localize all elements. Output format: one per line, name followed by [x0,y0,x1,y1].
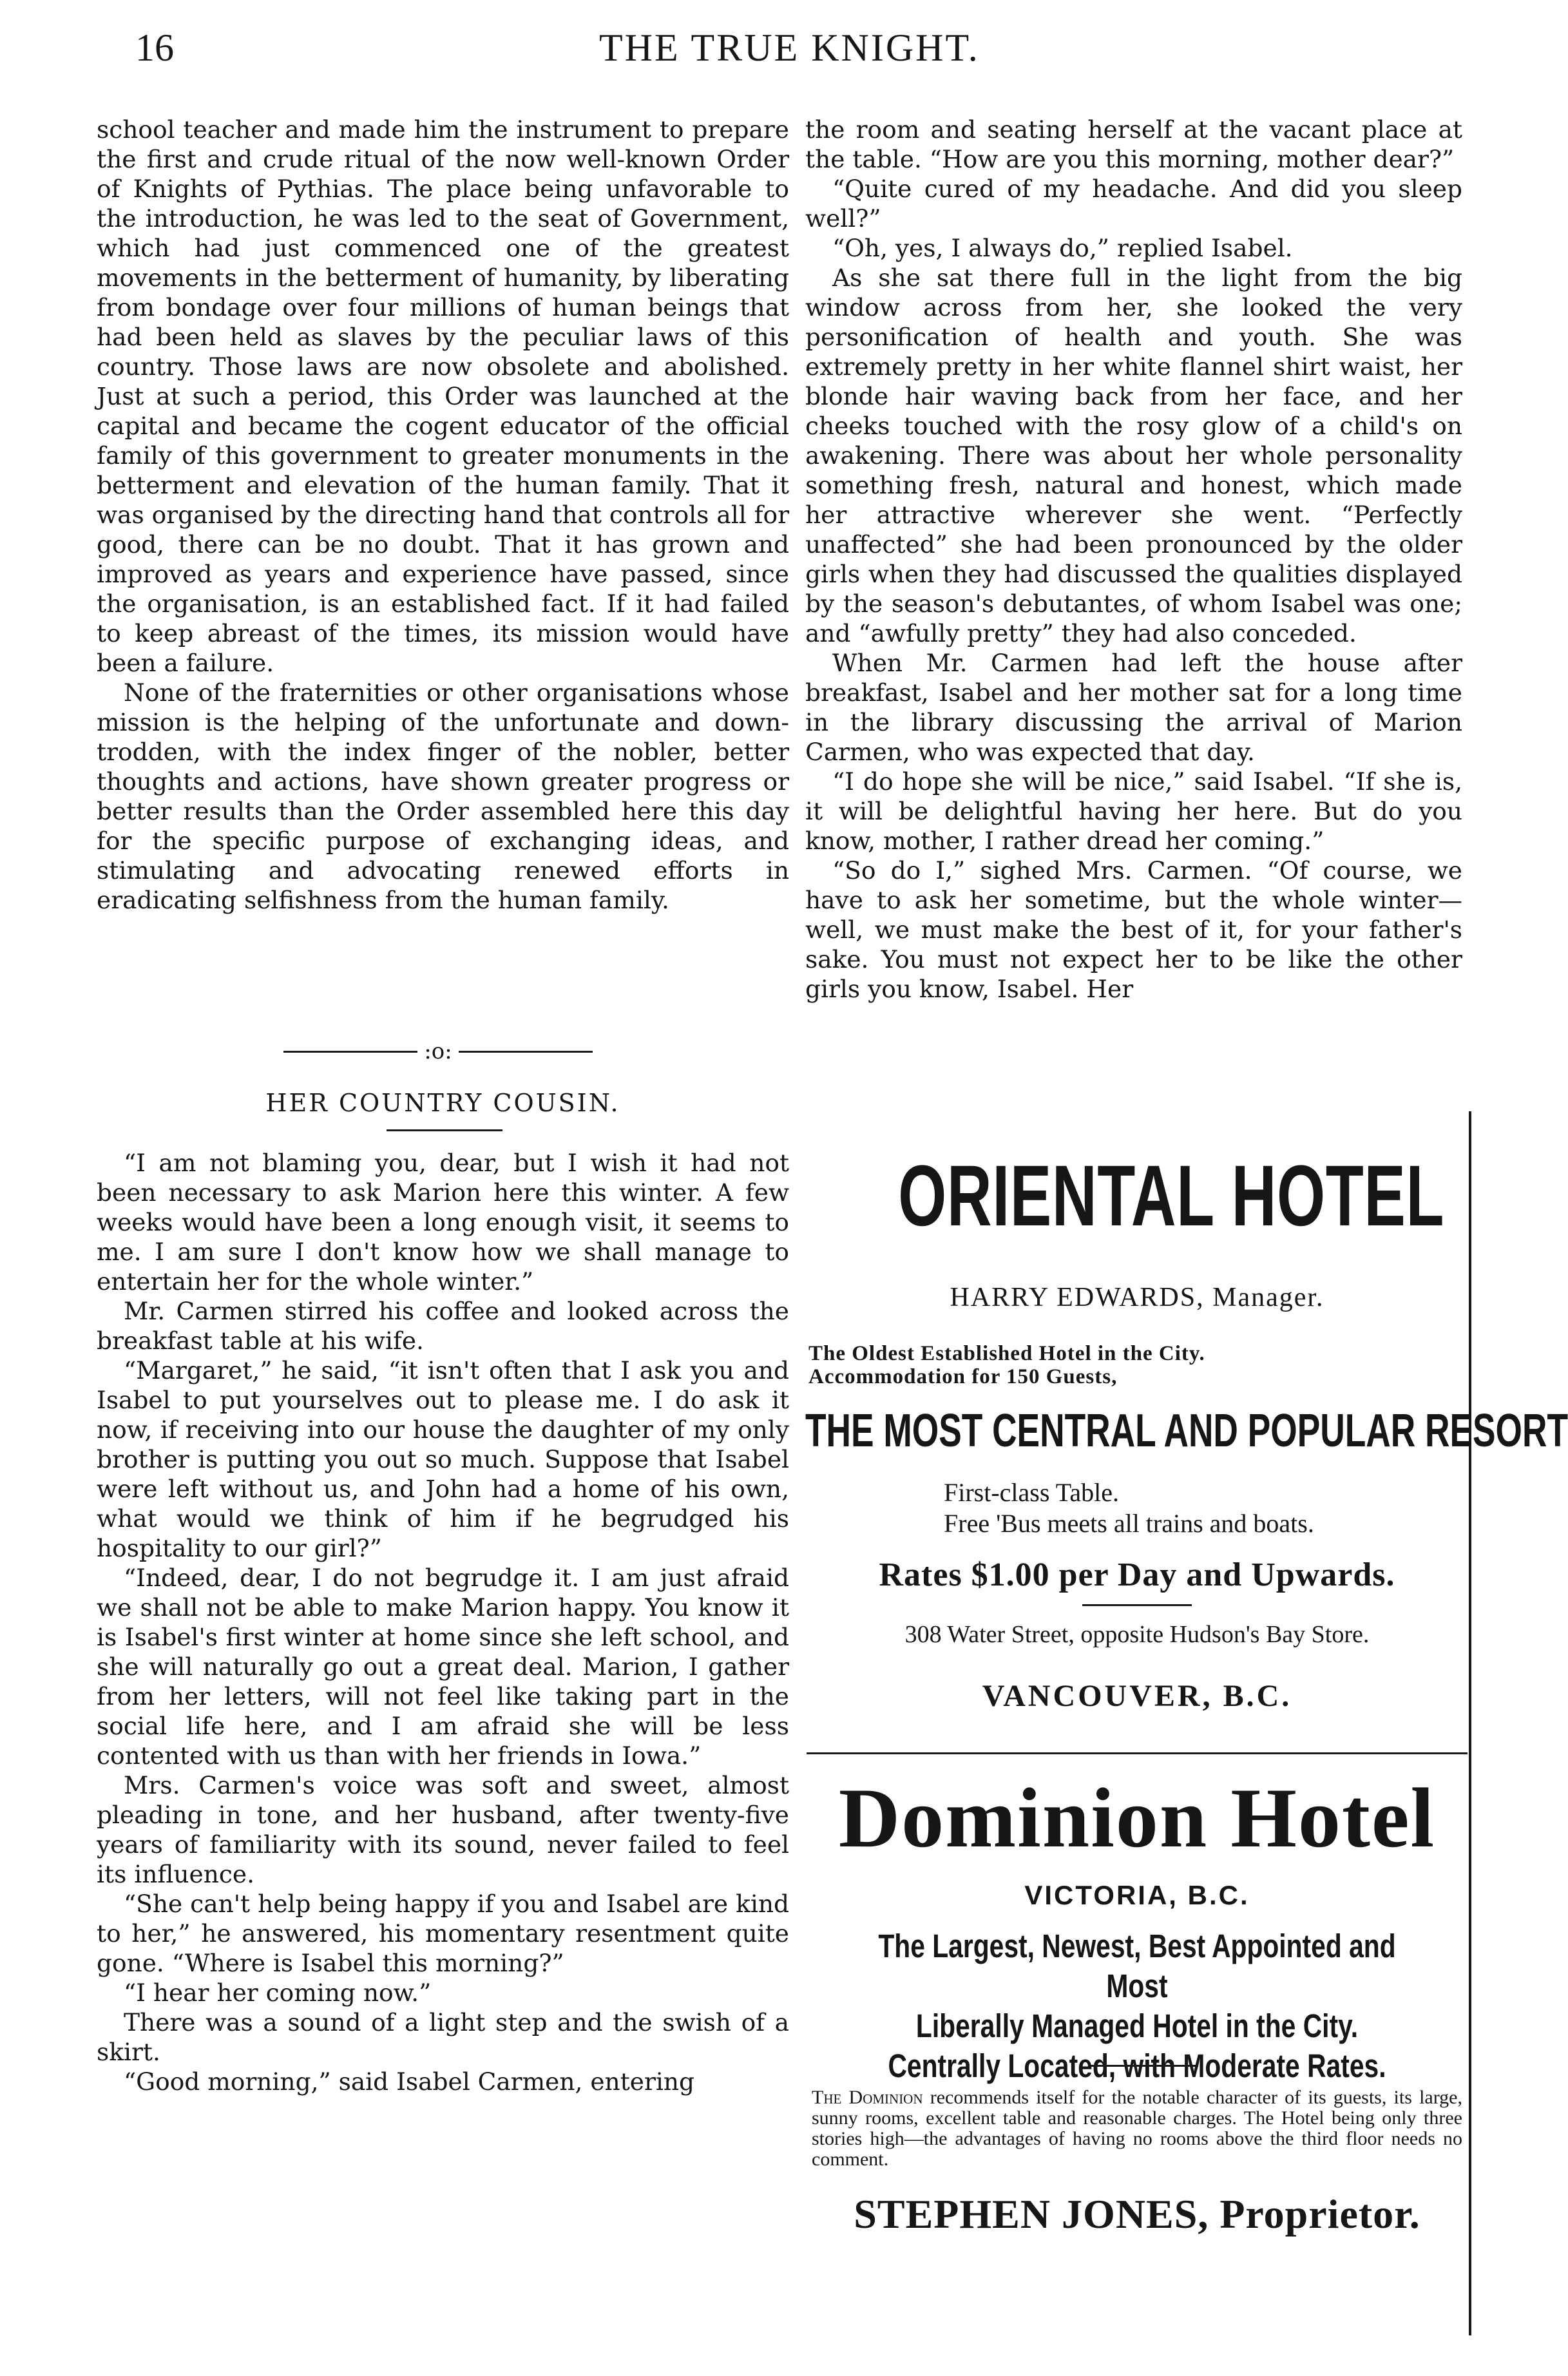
oriental-hotel-manager: HARRY EDWARDS, Manager. [950,1283,1324,1312]
story-paragraph: “So do I,” sighed Mrs. Carmen. “Of course, we have to ask her sometime, but the whole winter—well, we must make the best of it, for your father's sake. You must not expect her to be like the other girls you know, Isabel. Her [805,856,1462,1003]
oriental-hotel-slogan: THE MOST CENTRAL AND POPULAR RESORT [805,1405,1568,1457]
story-column-left [97,1148,789,2096]
story-paragraph: Mr. Carmen stirred his coffee and looked across the breakfast table at his wife. [97,1297,789,1355]
story-paragraph: “Indeed, dear, I do not begrudge it. I am just afraid we shall not be able to make Marion happy. You know it is Isabel's first winter at home since she left school, and she will naturally go out a great deal. Marion, I gather from her letters, will not feel like taking part in the social life here, and I am afraid she will be less contented with us than with her friends in Iowa.” [97,1564,789,1770]
separator-rule-right [459,1051,593,1053]
dominion-hotel-tagline: The Largest, Newest, Best Appointed and Most Liberally Managed Hotel in the City. Centrally Located, with Moderate Rates. [878,1928,1396,2084]
article-paragraph: school teacher and made him the instrument to prepare the first and crude ritual of the now well-known Order of Knights of Pythias. The place being unfavorable to the introduction, he was led to the seat of Government, which had just commenced one of the greatest movements in the betterment of humanity, by liberating from bondage over four millions of human beings that had been held as slaves by the peculiar laws of this country. Those laws are now obsolete and abolished. Just at such a period, this Order was launched at the capital and became the cogent educator of the official family of this government to greater monuments in the betterment and elevation of the human family. That it was organised by the directing hand that controls all for good, there can be no doubt. That it has grown and improved as years and experience have passed, since the organisation, is an established fact. If it had failed to keep abreast of the times, its mission would have been a failure. [97,115,789,677]
story-paragraph: “Quite cured of my headache. And did you sleep well?” [805,175,1462,233]
oriental-hotel-amenities [944,1477,1459,1539]
dominion-hotel-description [812,2087,1462,2170]
oriental-oldest-line: The Oldest Established Hotel in the City. [808,1342,1205,1365]
oriental-table-line: First-class Table. [944,1478,1119,1507]
story-paragraph: When Mr. Carmen had left the house after breakfast, Isabel and her mother sat for a long time in the library discussing the arrival of Marion Carmen, who was expected that day. [805,649,1462,766]
story-paragraph: “Good morning,” said Isabel Carmen, entering [124,2067,695,2096]
page-number: 16 [135,26,174,69]
publication-title: THE TRUE KNIGHT. [599,26,980,69]
story-paragraph: “I hear her coming now.” [124,1978,432,2007]
dominion-hotel-name: Dominion Hotel [838,1770,1436,1865]
dominion-blurb-text: recommends itself for the notable character of its guests, its large, sunny rooms, excellent table and reasonable charges. The Hotel being only three stories high—the advantages of having no rooms above the third floor needs no comment. [812,2087,1463,2170]
dominion-hotel-proprietor: STEPHEN JONES, Proprietor. [854,2191,1420,2237]
oriental-hotel-city: VANCOUVER, B.C. [982,1679,1292,1713]
dominion-rule [1089,2065,1198,2067]
story-paragraph: As she sat there full in the light from the big window across from her, she looked the very personification of health and youth. She was extremely pretty in her white flannel shirt waist, her blonde hair waving back from her face, and her cheeks touched with the rosy glow of a child's on awakening. There was about her whole personality something fresh, natural and honest, which made her attractive wherever she went. “Perfectly unaffected” she had been pronounced by the older girls when they had discussed the qualities displayed by the season's debutantes, of whom Isabel was one; and “awfully pretty” they had also conceded. [805,263,1462,647]
oriental-hotel-rates: Rates $1.00 per Day and Upwards. [879,1557,1395,1593]
oriental-hotel-name: ORIENTAL HOTEL [898,1148,1445,1244]
section-separator [283,1039,593,1064]
story-paragraph: “I am not blaming you, dear, but I wish it had not been necessary to ask Marion here this winter. A few weeks would have been a long enough visit, it seems to me. I am sure I don't know how we shall manage to entertain her for the whole winter.” [97,1149,789,1296]
story-paragraph: Mrs. Carmen's voice was soft and sweet, almost pleading in tone, and her husband, after twenty-five years of familiarity with its sound, never failed to feel its influence. [97,1771,789,1888]
story-paragraph: “I do hope she will be nice,” said Isabel. “If she is, it will be delightful having her here. But do you know, mother, I rather dread her coming.” [805,767,1462,855]
story-paragraph: “Oh, yes, I always do,” replied Isabel. [832,234,1293,262]
oriental-hotel-address: 308 Water Street, opposite Hudson's Bay Store. [904,1621,1370,1648]
story-column-right [805,115,1462,1004]
oriental-rule [1082,1604,1192,1606]
separator-mark: :o: [424,1039,452,1064]
story-paragraph: the room and seating herself at the vacant place at the table. “How are you this morning, mother dear?” [805,115,1462,173]
advertisement-divider [807,1752,1468,1754]
article-paragraph: None of the fraternities or other organisations whose mission is the helping of the unfortunate and down-trodden, with the index finger of the nobler, better thoughts and actions, have shown greater progress or better results than the Order assembled here this day for the specific purpose of exchanging ideas, and stimulating and advocating renewed efforts in eradicating selfishness from the human family. [97,678,789,914]
story-paragraph: “She can't help being happy if you and Isabel are kind to her,” he answered, his momentary resentment quite gone. “Where is Isabel this morning?” [97,1890,789,1977]
dominion-hotel-city: VICTORIA, B.C. [1024,1880,1250,1910]
oriental-bus-line: Free 'Bus meets all trains and boats. [944,1509,1314,1538]
dominion-blurb-lead: The Dominion [812,2087,923,2108]
oriental-capacity-line: Accommodation for 150 Guests, [808,1365,1118,1388]
story-paragraph: “Margaret,” he said, “it isn't often that I ask you and Isabel to put yourselves out to please me. I do ask it now, if receiving into our house the daughter of my only brother is putting you out so much. Suppose that Isabel were left without us, and John had a home of his own, what would we think of him if he begrudged his hospitality to our girl?” [97,1356,789,1562]
oriental-hotel-description [808,1342,1466,1388]
article-continued [97,115,789,915]
story-title: HER COUNTRY COUSIN. [265,1089,620,1117]
separator-rule-left [283,1051,417,1053]
title-underline [387,1129,502,1131]
story-paragraph: There was a sound of a light step and the swish of a skirt. [97,2008,789,2066]
